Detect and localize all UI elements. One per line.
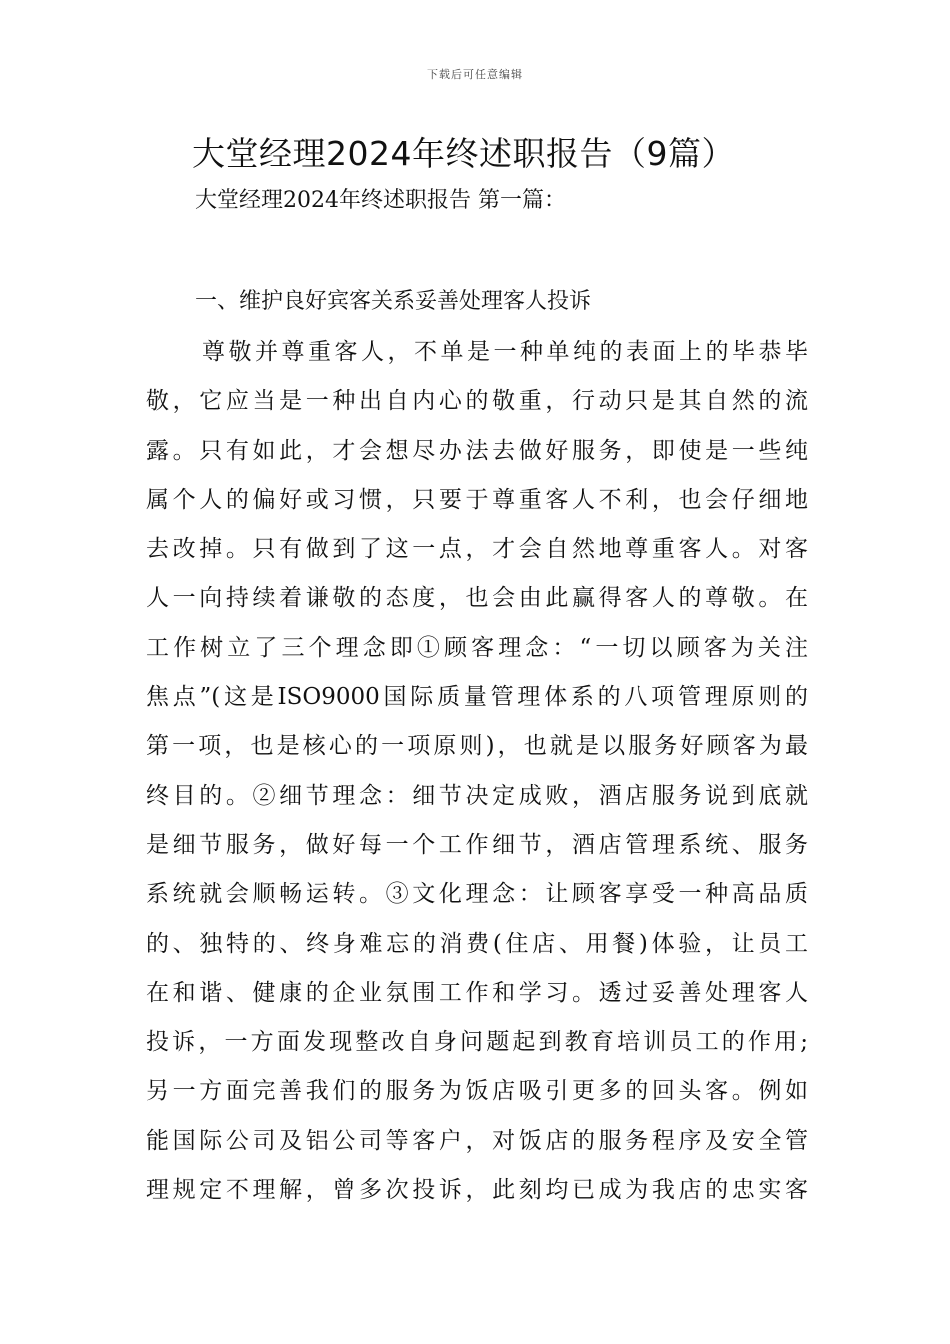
body-line: 第一项，也是核心的一项原则)，也就是以服务好顾客为最 xyxy=(146,733,808,760)
body-line: 另一方面完善我们的服务为饭店吸引更多的回头客。例如 xyxy=(146,1078,808,1105)
body-line: 的、独特的、终身难忘的消费(住店、用餐)体验，让员工 xyxy=(146,930,808,957)
body-line: 投诉，一方面发现整改自身问题起到教育培训员工的作用; xyxy=(146,1029,808,1056)
body-line: 能国际公司及铝公司等客户，对饭店的服务程序及安全管 xyxy=(146,1127,808,1154)
body-line: 属个人的偏好或习惯，只要于尊重客人不利，也会仔细地 xyxy=(146,486,808,513)
body-line: 理规定不理解，曾多次投诉，此刻均已成为我店的忠实客 xyxy=(146,1177,808,1204)
header-note: 下载后可任意编辑 xyxy=(427,68,523,81)
body-line: 敬，它应当是一种出自内心的敬重，行动只是其自然的流 xyxy=(146,388,808,415)
body-line: 终目的。②细节理念：细节决定成败，酒店服务说到底就 xyxy=(146,782,808,809)
body-line: 人一向持续着谦敬的态度，也会由此赢得客人的尊敬。在 xyxy=(146,585,808,612)
body-paragraph xyxy=(146,328,808,1215)
section-heading: 一、维护良好宾客关系妥善处理客人投诉 xyxy=(195,289,592,314)
body-line: 工作树立了三个理念即①顾客理念：“一切以顾客为关注 xyxy=(146,634,808,661)
document-title: 大堂经理2024年终述职报告（9篇） xyxy=(192,134,735,173)
body-line: 系统就会顺畅运转。③文化理念：让顾客享受一种高品质 xyxy=(146,881,808,908)
body-line: 露。只有如此，才会想尽办法去做好服务，即使是一些纯 xyxy=(146,437,808,464)
body-line: 尊敬并尊重客人，不单是一种单纯的表面上的毕恭毕 xyxy=(202,339,808,365)
body-line: 是细节服务，做好每一个工作细节，酒店管理系统、服务 xyxy=(146,831,808,858)
document-subtitle: 大堂经理2024年终述职报告 第一篇： xyxy=(195,188,566,213)
body-line: 去改掉。只有做到了这一点，才会自然地尊重客人。对客 xyxy=(146,536,808,563)
body-line: 在和谐、健康的企业氛围工作和学习。透过妥善处理客人 xyxy=(146,979,808,1006)
body-line: 焦点”(这是ISO9000国际质量管理体系的八项管理原则的 xyxy=(146,684,808,711)
